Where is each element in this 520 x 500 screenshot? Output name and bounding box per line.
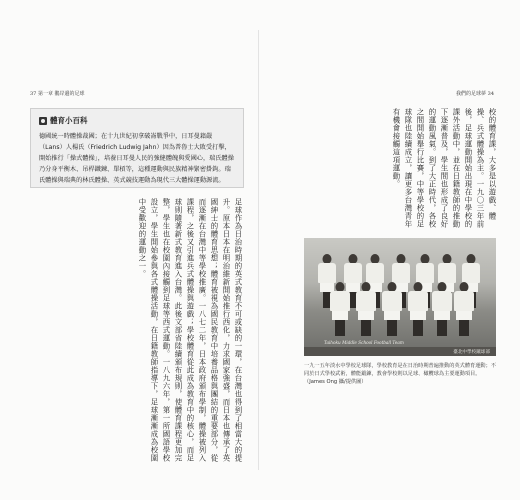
player-shirt [344, 263, 362, 283]
player-shirt [330, 291, 350, 311]
player-legs [437, 320, 447, 336]
player-legs [335, 320, 345, 336]
player-shirt [432, 291, 452, 311]
photo-player [454, 282, 474, 338]
player-legs [387, 320, 397, 336]
photo-player [330, 282, 350, 338]
sidebar-title [39, 115, 88, 126]
player-legs [413, 320, 423, 336]
photo-player [382, 282, 402, 338]
player-shirt [416, 263, 434, 283]
player-shirt [392, 263, 410, 283]
photo-player [408, 282, 428, 338]
player-shirt [382, 291, 402, 311]
page-gutter [258, 30, 259, 470]
sidebar-title-text: 體育小百科 [50, 116, 88, 125]
player-shirt [438, 263, 456, 283]
player-shorts [434, 311, 450, 320]
team-photo [304, 238, 496, 356]
player-shirt [366, 263, 384, 283]
player-shirt [356, 291, 376, 311]
player-shirt [462, 263, 480, 283]
photo-handwritten-label: Taihoku Middle School Football Team [324, 340, 404, 345]
player-shorts [384, 311, 400, 320]
left-page-body-text: 足球作為日治時期的英式教育不可或缺的一環，在台灣也得到了相當大的提升。原本日本在明治維新開始推行西化，力求國家強盛，而日本也傳承了英國紳士的體育思想；體育被視為國民教育中培養品格與團結的重要部分，從而逐漸在台灣中等學校推廣。一八七二年，日本政府頒布學制，體操被列入課程，之後又引進兵式體操與遊戲；學校體育從此成為教育中的核心，而足球則隨著新式教育進入台灣。此後文部省陸續頒布規則，使體育課程更加完整，學生也在校園內接觸到足球等西式運動。一八九六年，第一所國語學校設立，學生開始參與各式體操活動，在日籍教師指導下，足球漸漸成為校園中受歡迎的運動之一。 [138, 198, 243, 462]
player-shorts [456, 311, 472, 320]
sidebar-body: 德國統一時體操裁國；在十九世紀初拿破崙戰爭中，日耳曼籍嚴（Lans）人楊氏（Friedrich Ludwig Jahn）因為普魯士大敗受打擊，開始推行「操式體操」，培養日耳曼人民的強健體魄與愛國心，瑞氏體操乃分身平衡木、吊桿鐵鍊、單槓等，這種運動與民族精神緊密掛鉤。瑞氏體操與瑞典的林氏體操、英式競技運動為現代三大體操運動源流。 [39, 133, 234, 184]
player-shirt [408, 291, 428, 311]
left-page-header: 37 第一章 鵝岸邊的足球 [30, 91, 85, 97]
sidebar-box [30, 108, 244, 188]
sidebar-icon [39, 117, 47, 125]
photo-player [356, 282, 376, 338]
right-page-body-text: 校的體育課，大多是以遊戲、體操、兵式體操為主。一九〇三年前後，足球運動開始出現在中學校的課外活動中，並在日籍教師的推動下逐漸普及，學生間也形成了良好的運動風氣。到了大正時代，各校之間開始舉行比賽，中等學校的足球隊也陸續成立，讓更多台灣青年有機會接觸這項運動。 [392, 108, 497, 228]
photo-player [432, 282, 452, 338]
player-shorts [358, 311, 374, 320]
player-shirt [454, 291, 474, 311]
photo-caption: 一九一五年淡水中學校足球隊，學校教育是在日治時期普遍推動的英式體育運動；不同於日式學校武術，體能鍛鍊，教會學校則以足球、橄欖球為主要運動項目。（James Ong 攝/提供圖） [304, 363, 496, 385]
player-shirt [318, 263, 336, 283]
photo-label: 臺北中學校蹴球部 [453, 350, 490, 355]
player-legs [459, 320, 469, 336]
player-shorts [410, 311, 426, 320]
right-page-header: 我們的足球夢 34 [456, 91, 494, 97]
player-legs [361, 320, 371, 336]
player-shorts [332, 311, 348, 320]
